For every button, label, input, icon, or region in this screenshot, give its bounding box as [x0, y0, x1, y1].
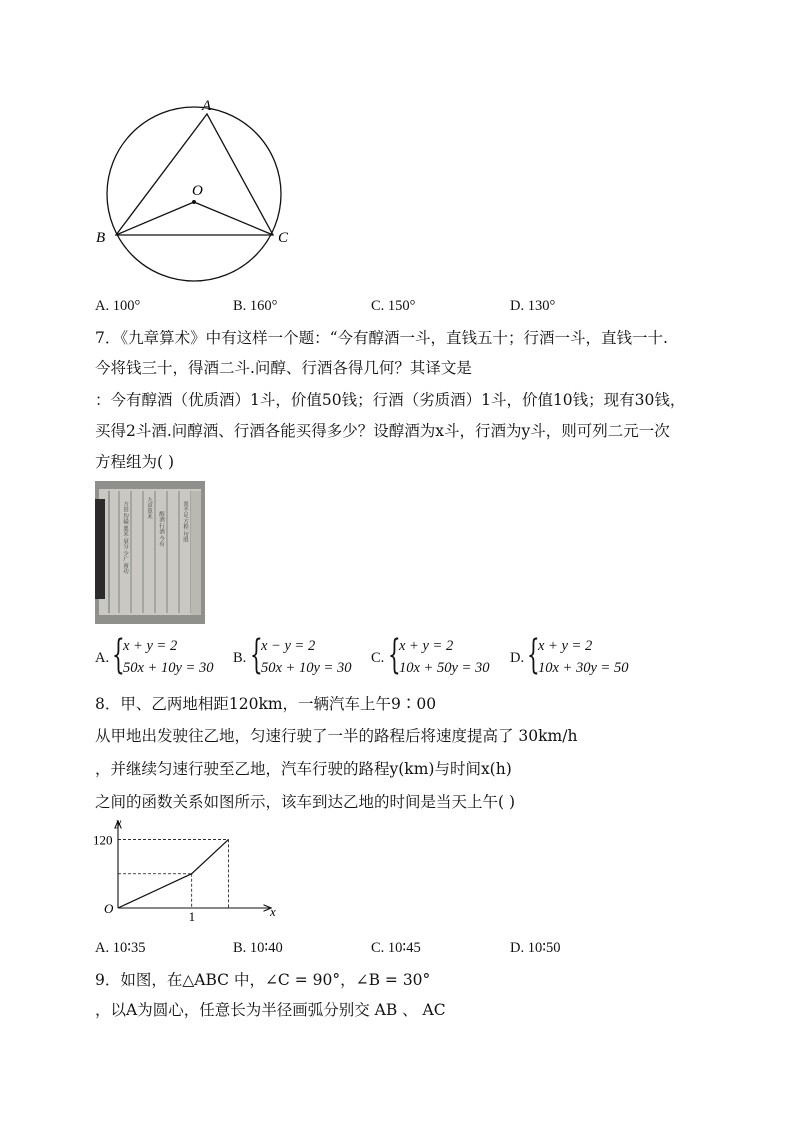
origin-label: O: [104, 901, 114, 916]
q8-option-d: D. 10∶50: [510, 940, 561, 956]
y-axis-label: y: [116, 815, 122, 829]
label-c: C: [278, 230, 289, 246]
q7-option-c-system: [388, 632, 508, 682]
equation-1: x + y = 2: [123, 638, 178, 654]
q9-line-2: ，以A为圆心，任意长为半径画弧分别交 AB 、 AC: [95, 1001, 446, 1019]
q7-option-b-system: [250, 632, 370, 682]
q8-option-a: A. 10∶35: [95, 940, 146, 956]
label-b: B: [96, 230, 106, 246]
q6-option-d: D. 130°: [510, 298, 556, 314]
photo-col-3: 醇酒 行酒 今有: [158, 511, 164, 547]
y-tick-label: 120: [93, 832, 113, 848]
x-tick-label: 1: [188, 909, 196, 924]
equation-2: 50x + 10y = 30: [261, 660, 352, 676]
distance-time-chart: [92, 815, 276, 926]
brace-icon: {: [250, 632, 263, 678]
q7-option-b-label: B.: [233, 650, 247, 666]
triangle-abc: [116, 114, 273, 235]
brace-icon: {: [112, 632, 125, 678]
q8-option-c: C. 10∶45: [371, 940, 421, 956]
q8-line-3: ，并继续匀速行驶至乙地，汽车行驶的路程y(km)与时间x(h): [95, 760, 512, 778]
equation-2: 10x + 50y = 30: [399, 660, 490, 676]
q7-line-1: 7．《九章算术》中有这样一个题：“今有醇酒一斗，直钱五十；行酒一斗，直钱一十.: [95, 329, 668, 347]
photo-col-2: 九章算术: [146, 497, 152, 519]
q6-option-a: A. 100°: [95, 298, 141, 314]
q7-line-2: 今将钱三十，得酒二斗.问醇、行酒各得几何？其译文是: [95, 359, 472, 377]
x-axis-label: x: [270, 904, 276, 919]
q6-option-c: C. 150°: [371, 298, 416, 314]
ancient-book-photo: [95, 481, 205, 624]
segment-oc: [194, 202, 273, 235]
q6-option-b: B. 160°: [233, 298, 278, 314]
equation-1: x + y = 2: [399, 638, 454, 654]
q7-line-4: 买得2斗酒.问醇酒、行酒各能买得多少？设醇酒为x斗，行酒为y斗，则可列二元一次: [95, 422, 670, 440]
center-dot: [192, 200, 196, 204]
q7-option-d-system: [527, 632, 647, 682]
circle-triangle-figure: [90, 92, 300, 292]
photo-col-1: 方田 均输 粟米 衰分 少广 商功: [122, 501, 128, 574]
q7-line-3: ：今有醇酒（优质酒）1斗，价值50钱；行酒（劣质酒）1斗，价值10钱；现有30钱，: [95, 391, 686, 409]
q9-line-1: 9．如图，在△ABC 中，∠C = 90°，∠B = 30°: [95, 971, 431, 989]
equation-2: 50x + 10y = 30: [123, 660, 214, 676]
q8-line-2: 从甲地出发驶往乙地，匀速行驶了一半的路程后将速度提高了 30km/h: [95, 727, 578, 745]
q7-option-c-label: C.: [371, 650, 385, 666]
equation-2: 10x + 30y = 50: [538, 660, 629, 676]
label-a: A: [202, 98, 212, 114]
q7-option-a-label: A.: [95, 650, 110, 666]
q8-line-4: 之间的函数关系如图所示，该车到达乙地的时间是当天上午( ): [95, 793, 516, 811]
equation-1: x + y = 2: [538, 638, 593, 654]
q8-option-b: B. 10∶40: [233, 940, 283, 956]
brace-icon: {: [527, 632, 540, 678]
photo-col-4: 盈不足 方程 句股: [182, 501, 188, 543]
brace-icon: {: [388, 632, 401, 678]
label-o: O: [192, 183, 203, 199]
q7-option-d-label: D.: [510, 650, 525, 666]
q7-option-a-system: [112, 632, 232, 682]
q8-line-1: 8．甲、乙两地相距120km，一辆汽车上午9∶00: [95, 695, 437, 713]
equation-1: x − y = 2: [261, 638, 316, 654]
q7-line-5: 方程组为( ): [95, 453, 175, 471]
